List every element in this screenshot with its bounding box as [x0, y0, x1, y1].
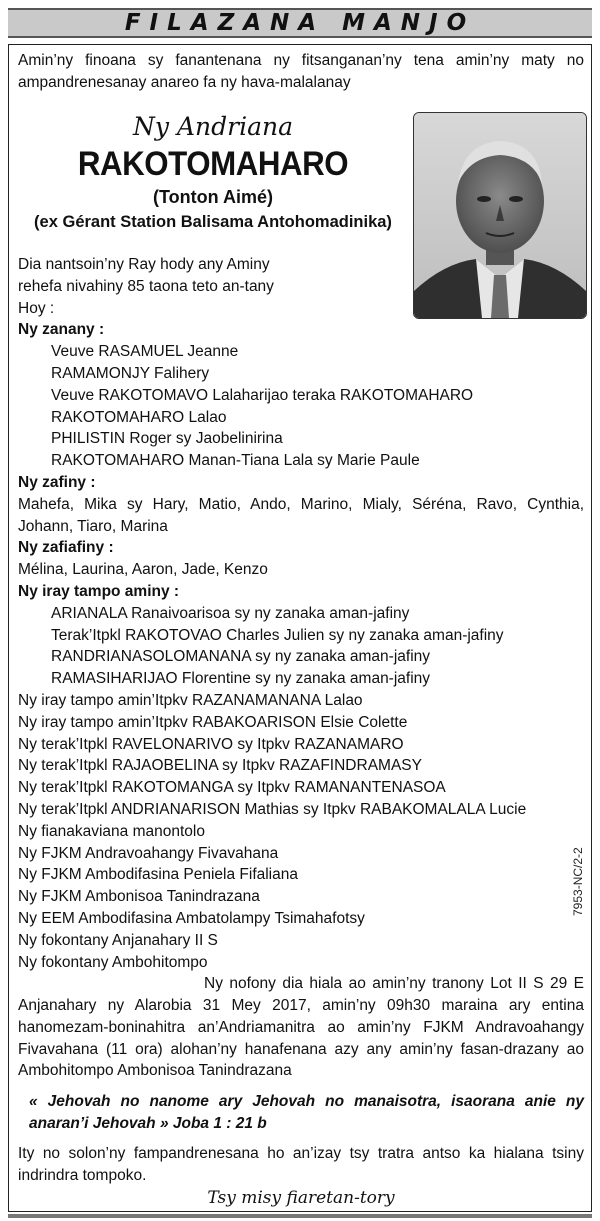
bottom-divider	[8, 1214, 592, 1218]
announcement-line: rehefa nivahiny 85 taona teto an-tany	[18, 277, 274, 295]
reference-code: 7953-NC/2-2	[571, 847, 585, 916]
sibling-name: RANDRIANASOLOMANANA sy ny zanaka aman-jafiny	[51, 648, 431, 666]
relative-line: Ny iray tampo amin’Itpkv RABAKOARISON Elsie Colette	[18, 713, 408, 731]
deceased-nickname: (Tonton Aimé)	[153, 187, 273, 207]
child-name: RAKOTOMAHARO Lalao	[51, 408, 227, 426]
grandchildren-list: Mahefa, Mika sy Hary, Matio, Ando, Marino, Mialy, Séréna, Ravo, Cynthia, Johann, Tiaro, Marina	[18, 495, 584, 535]
child-name: Veuve RASAMUEL Jeanne	[51, 343, 239, 361]
sibling-name: ARIANALA Ranaivoarisoa sy ny zanaka aman-jafiny	[51, 604, 410, 622]
child-name: RAKOTOMAHARO Manan-Tiana Lala sy Marie Paule	[51, 452, 420, 470]
great-grandchildren-heading: Ny zafiafiny :	[18, 539, 114, 557]
child-name: Veuve RAKOTOMAVO Lalaharijao teraka RAKOTOMAHARO	[51, 386, 474, 404]
relative-line: Ny FJKM Ambonisoa Tanindrazana	[18, 888, 260, 906]
signoff-text: Tsy misy fiaretan-tory	[207, 1188, 395, 1209]
sibling-name: Terak’Itpkl RAKOTOVAO Charles Julien sy ny zanaka aman-jafiny	[51, 626, 504, 644]
relative-line: Ny fokontany Anjanahary II S	[18, 931, 218, 949]
closing-text: Ity no solon’ny fampandrenesana ho an’izay tsy tratra antso ka hialana tsiny indrindra tompoko.	[18, 1144, 584, 1184]
deceased-title-block	[18, 110, 408, 234]
relative-line: Ny terak’Itpkl RAVELONARIVO sy Itpkv RAZANAMARO	[18, 735, 404, 753]
relative-line: Ny fianakaviana manontolo	[18, 822, 205, 840]
relative-line: Ny fokontany Ambohitompo	[18, 953, 208, 971]
announcement-line: Hoy :	[18, 299, 55, 317]
grandchildren-heading: Ny zafiny :	[18, 473, 96, 491]
sibling-name: RAMASIHARIJAO Florentine sy ny zanaka aman-jafiny	[51, 670, 431, 688]
child-name: RAMAMONJY Falihery	[51, 364, 210, 382]
siblings-heading: Ny iray tampo aminy :	[18, 582, 180, 600]
notice-body	[18, 254, 584, 1210]
relative-line: Ny iray tampo amin’Itpkv RAZANAMANANA Lalao	[18, 691, 363, 709]
relative-line: Ny EEM Ambodifasina Ambatolampy Tsimahafotsy	[18, 909, 365, 927]
relative-line: Ny terak’Itpkl RAKOTOMANGA sy Itpkv RAMANANTENASOA	[18, 779, 446, 797]
great-grandchildren-list: Mélina, Laurina, Aaron, Jade, Kenzo	[18, 561, 268, 579]
page-title: FILAZANA MANJO	[8, 8, 592, 38]
deceased-occupation: (ex Gérant Station Balisama Antohomadinika)	[34, 213, 392, 231]
bible-quote: « Jehovah no nanome ary Jehovah no manaisotra, isaorana anie ny anaran’i Jehovah » Joba 1 : 21 b	[29, 1093, 584, 1133]
funeral-details: Ny nofony dia hiala ao amin’ny tranony Lot II S 29 E Anjanahary ny Alarobia 31 Mey 2017, amin’ny 09h30 maraina ary entina hanomezam-boninahitra an’Andriamanitra ao amin’ny FJKM Andravoahangy Fivavahana (11 ora) alohan’ny hanafenana azy any amin’ny fasan-drazany ao Ambohitompo Ambonisoa Tanindrazana	[18, 975, 584, 1080]
honorific-title: Ny Andriana	[133, 112, 293, 141]
children-heading: Ny zanany :	[18, 321, 105, 339]
relative-line: Ny terak’Itpkl ANDRIANARISON Mathias sy Itpkv RABAKOMALALA Lucie	[18, 800, 527, 818]
relative-line: Ny FJKM Ambodifasina Peniela Fifaliana	[18, 866, 298, 884]
relative-line: Ny terak’Itpkl RAJAOBELINA sy Itpkv RAZAFINDRAMASY	[18, 757, 422, 775]
relative-line: Ny FJKM Andravoahangy Fivavahana	[18, 844, 279, 862]
child-name: PHILISTIN Roger sy Jaobelinirina	[51, 430, 283, 448]
deceased-name: RAKOTOMAHARO	[77, 145, 349, 183]
announcement-line: Dia nantsoin’ny Ray hody any Aminy	[18, 256, 270, 273]
intro-text: Amin’ny finoana sy fanantenana ny fitsanganan’ny tena amin’ny maty no ampandrenesanay anareo fa ny hava-malalanay	[18, 52, 584, 91]
